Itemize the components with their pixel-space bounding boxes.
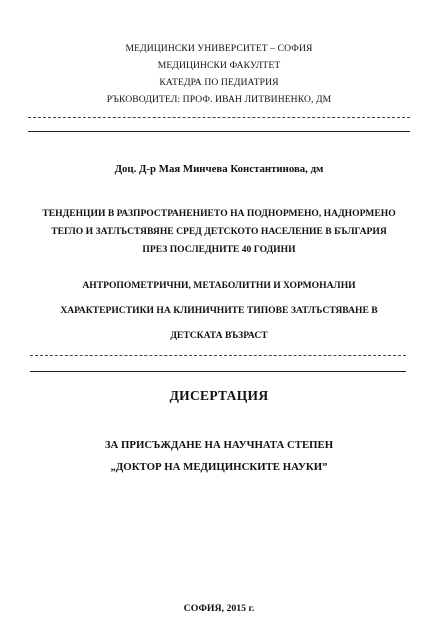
- title-line-3: ПРЕЗ ПОСЛЕДНИТЕ 40 ГОДИНИ: [142, 244, 296, 255]
- header-dashed-divider: [28, 117, 410, 118]
- degree-line-1: ЗА ПРИСЪЖДАНЕ НА НАУЧНАТА СТЕПЕН: [104, 439, 334, 451]
- place-and-year: СОФИЯ, 2015 г.: [183, 603, 255, 614]
- university-name: МЕДИЦИНСКИ УНИВЕРСИТЕТ – СОФИЯ: [125, 43, 313, 54]
- middle-solid-divider: [30, 371, 406, 372]
- degree-line-2: „ДОКТОР НА МЕДИЦИНСКИТЕ НАУКИ”: [110, 461, 328, 473]
- subtitle-line-2: ХАРАКТЕРИСТИКИ НА КЛИНИЧНИТЕ ТИПОВЕ ЗАТЛЪСТЯВАНЕ В: [60, 305, 378, 316]
- faculty-name: МЕДИЦИНСКИ ФАКУЛТЕТ: [157, 60, 281, 71]
- title-line-1: ТЕНДЕНЦИИ В РАЗПРОСТРАНЕНИЕТО НА ПОДНОРМЕНО, НАДНОРМЕНО: [42, 208, 396, 219]
- author-name: Доц. Д-р Мая Минчева Константинова, дм: [114, 163, 324, 175]
- header-solid-divider: [28, 131, 410, 132]
- title-line-2: ТЕГЛО И ЗАТЛЪСТЯВЯНЕ СРЕД ДЕТСКОТО НАСЕЛЕНИЕ В БЪЛГАРИЯ: [51, 226, 387, 237]
- middle-dashed-divider: [30, 355, 406, 356]
- department-name: КАТЕДРА ПО ПЕДИАТРИЯ: [159, 77, 279, 88]
- subtitle-line-3: ДЕТСКАТА ВЪЗРАСТ: [170, 330, 268, 341]
- department-head: РЪКОВОДИТЕЛ: ПРОФ. ИВАН ЛИТВИНЕНКО, ДМ: [106, 94, 332, 105]
- document-type: ДИСЕРТАЦИЯ: [169, 388, 269, 403]
- subtitle-line-1: АНТРОПОМЕТРИЧНИ, МЕТАБОЛИТНИ И ХОРМОНАЛНИ: [82, 280, 356, 291]
